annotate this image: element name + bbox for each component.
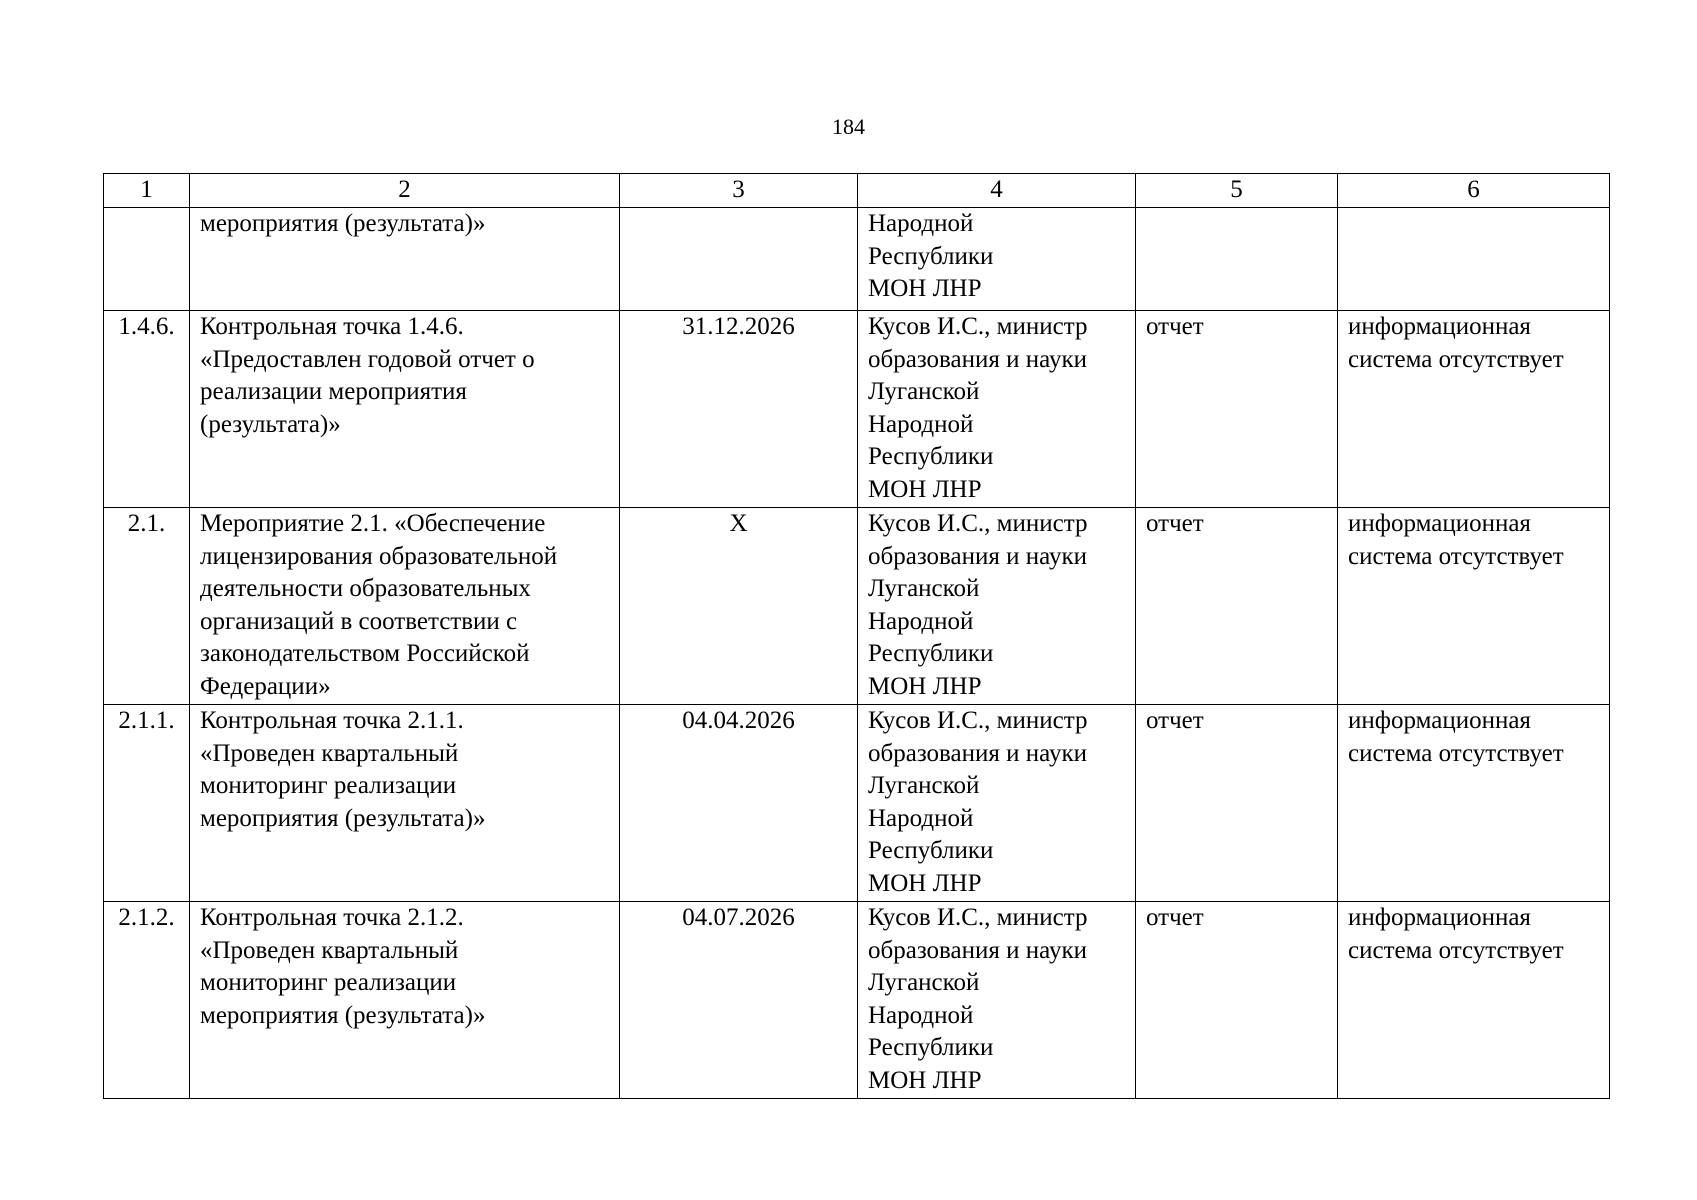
cell-number: 2.1.1.	[104, 705, 190, 902]
cell-document: отчет	[1136, 902, 1338, 1099]
cell-name: Контрольная точка 2.1.2. «Проведен квартальный мониторинг реализации мероприятия (результата)»	[190, 902, 620, 1099]
column-header: 1	[104, 174, 190, 208]
cell-responsible: Кусов И.С., министр образования и науки Луганской Народной Республики МОН ЛНР	[858, 508, 1136, 705]
cell-date: 04.04.2026	[620, 705, 858, 902]
table-row	[104, 208, 1610, 311]
cell-document	[1136, 208, 1338, 311]
table-header-row	[104, 174, 1610, 208]
cell-number: 1.4.6.	[104, 311, 190, 508]
cell-date: 31.12.2026	[620, 311, 858, 508]
cell-info-system: информационная система отсутствует	[1338, 902, 1610, 1099]
cell-name: Контрольная точка 2.1.1. «Проведен квартальный мониторинг реализации мероприятия (результата)»	[190, 705, 620, 902]
cell-name: мероприятия (результата)»	[190, 208, 620, 311]
cell-number	[104, 208, 190, 311]
cell-date	[620, 208, 858, 311]
column-header: 2	[190, 174, 620, 208]
cell-number: 2.1.	[104, 508, 190, 705]
column-header: 4	[858, 174, 1136, 208]
column-header: 6	[1338, 174, 1610, 208]
cell-name: Мероприятие 2.1. «Обеспечение лицензирования образовательной деятельности образовательных организаций в соответствии с законодательством Российской Федерации»	[190, 508, 620, 705]
cell-document: отчет	[1136, 508, 1338, 705]
cell-info-system: информационная система отсутствует	[1338, 508, 1610, 705]
cell-responsible: Кусов И.С., министр образования и науки Луганской Народной Республики МОН ЛНР	[858, 705, 1136, 902]
cell-info-system: информационная система отсутствует	[1338, 311, 1610, 508]
cell-responsible: Кусов И.С., министр образования и науки Луганской Народной Республики МОН ЛНР	[858, 902, 1136, 1099]
data-table	[103, 173, 1610, 1099]
cell-name: Контрольная точка 1.4.6. «Предоставлен годовой отчет о реализации мероприятия (результата)»	[190, 311, 620, 508]
cell-number: 2.1.2.	[104, 902, 190, 1099]
cell-date: 04.07.2026	[620, 902, 858, 1099]
page-number: 184	[832, 114, 865, 139]
cell-info-system	[1338, 208, 1610, 311]
cell-document: отчет	[1136, 311, 1338, 508]
table-row	[104, 902, 1610, 1099]
column-header: 5	[1136, 174, 1338, 208]
table-row	[104, 705, 1610, 902]
cell-document: отчет	[1136, 705, 1338, 902]
cell-date: Х	[620, 508, 858, 705]
table-row	[104, 311, 1610, 508]
column-header: 3	[620, 174, 858, 208]
table-row	[104, 508, 1610, 705]
cell-responsible: Народной Республики МОН ЛНР	[858, 208, 1136, 311]
cell-info-system: информационная система отсутствует	[1338, 705, 1610, 902]
cell-responsible: Кусов И.С., министр образования и науки Луганской Народной Республики МОН ЛНР	[858, 311, 1136, 508]
